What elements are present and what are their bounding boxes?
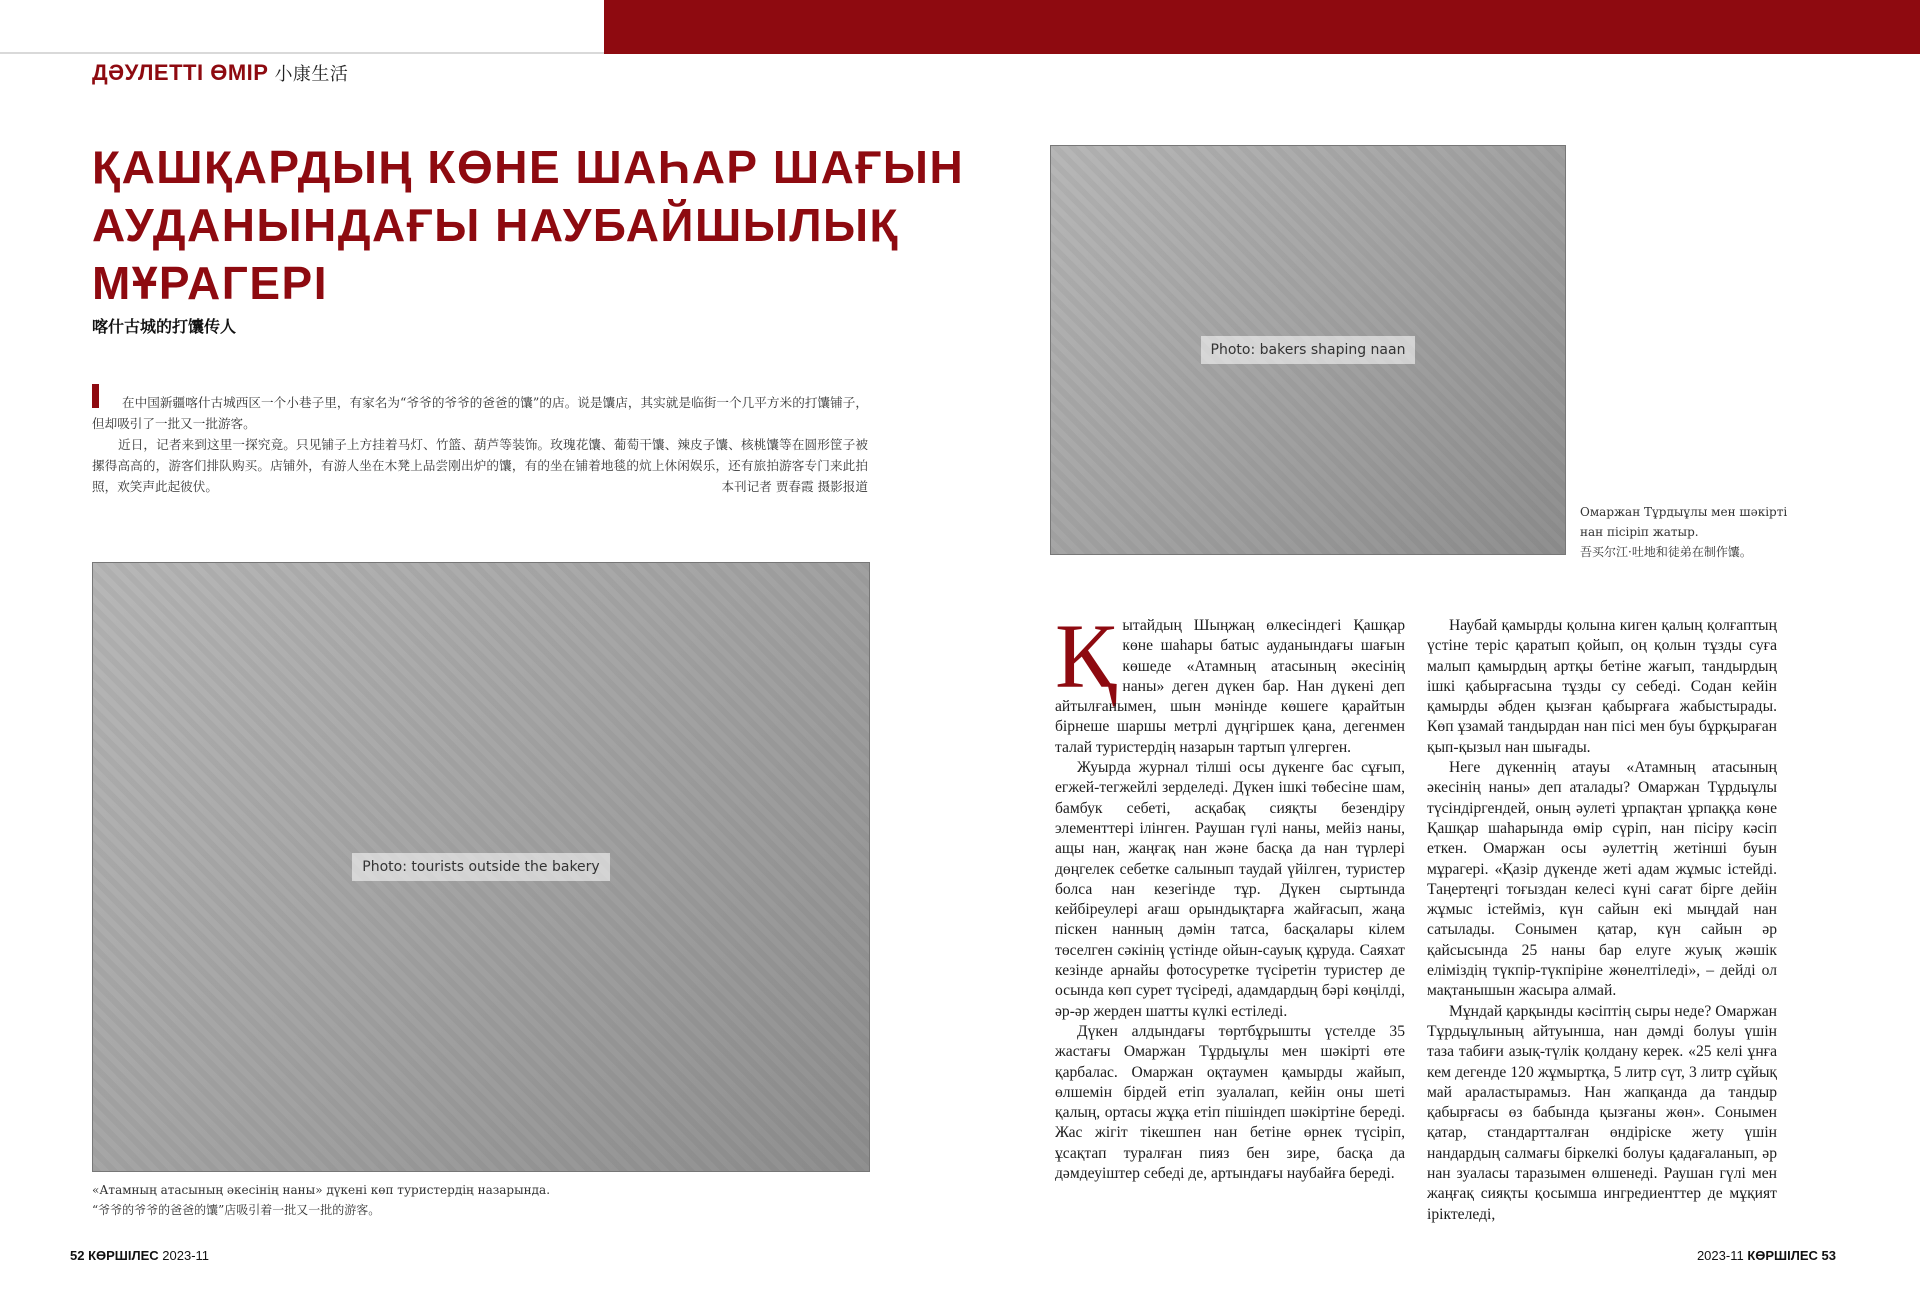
footer-left [70, 1248, 209, 1263]
footer-left-page: 52 [70, 1248, 85, 1263]
photo-bakers-placeholder: Photo: bakers shaping naan [1201, 336, 1416, 364]
caption-tourists [92, 1180, 868, 1220]
title-line-3: МҰРАГЕРІ [92, 257, 328, 309]
body-c1-p1 [1055, 605, 1405, 758]
header-color-bar [604, 0, 1920, 54]
caption-bakers-kk-2: нан пісіріп жатыр. [1580, 525, 1699, 539]
photo-bakers [1050, 145, 1566, 555]
footer-right-issue: 2023-11 [1696, 1248, 1744, 1263]
caption-bakers [1580, 502, 1820, 562]
caption-tourists-kk: «Атамның атасының әкесінің наны» дүкені көп туристердің назарында. [92, 1183, 551, 1197]
body-c1-p1-text: ытайдың Шыңжаң өлкесіндегі Қашқар көне шаһары батыс ауданындағы шағын көшеде «Атамның атасының әкесінің наны» деген дүкен бар. Нан дүкені деп айтылғанымен, шын мәнінде көшеге қарайтын бірнеше шаршы метрлі дүңгіршек қана, дегенмен талай туристердің назарын тартып үлгерген. [1055, 617, 1405, 756]
title-line-1: ҚАШҚАРДЫҢ КӨНЕ ШАҺАР ШАҒЫН [92, 141, 965, 193]
body-c1-p2: Жуырда журнал тілші осы дүкенге бас сұғып, егжей-тегжейлі зерделеді. Дүкен ішкі төбесіне шам, бамбук себеті, асқабақ сияқты безендіру элементтері ілінген. Раушан гүлі наны, мейіз наны, ащы нан, жаңғақ нан және басқа да нан түрлері дөңгелек себетке салынып таудай үйілген, туристер болса нан кезегінде тұр. Дүкен сыртында кейбіреулері ағаш орындықтарға жайғасып, жаңа піскен нанның дәмін татса, басқалары кілем төселген сәкінің үстінде ойын-сауық құруда. Саяхат кезінде арнайы фотосуретке түсіретін туристер де осында көп сурет түсіреді, адамдардың бәрі көңілді, әр-әр жерден шатты күлкі естіледі. [1055, 759, 1405, 1020]
caption-tourists-zh: “爷爷的爷爷的爸爸的馕”店吸引着一批又一批的游客。 [92, 1203, 381, 1217]
title-line-2: АУДАНЫНДАҒЫ НАУБАЙШЫЛЫҚ [92, 199, 900, 251]
article-subtitle: 喀什古城的打馕传人 [92, 317, 237, 336]
body-column-2 [1427, 616, 1777, 1225]
header-rule [0, 52, 604, 54]
body-c1-p3: Дүкен алдындағы төртбұрышты үстелде 35 жастағы Омаржан Тұрдыұлы мен шәкірті өте қарбалас. Омаржан оқтаумен қамырды жайып, өлшемін бірдей етіп зуалалап, кейін оны шеті қалың, ортасы жұқа етіп пішіндеп шәкіртіне береді. Жас жігіт тікешпен нан бетіне өрнек түсіріп, ұсақтап туралған пияз бен зире, басқа да дәмдеуіштер себеді де, артындағы наубайға береді. [1055, 1022, 1405, 1183]
section-label-kk: ДӘУЛЕТТІ ӨМІР [92, 60, 269, 85]
footer-left-issue: 2023-11 [162, 1248, 210, 1263]
lead-byline: 本刊记者 贾春霞 摄影报道 [721, 479, 868, 494]
caption-bakers-zh: 吾买尔江·吐地和徒弟在制作馕。 [1580, 545, 1752, 559]
footer-left-magazine: КӨРШІЛЕС [88, 1248, 159, 1263]
photo-tourists-placeholder: Photo: tourists outside the bakery [352, 853, 609, 881]
article-title [92, 138, 965, 312]
body-column-1 [1055, 605, 1405, 1184]
body-c2-p2: Неге дүкеннің атауы «Атамның атасының әкесінің наны» деп аталады? Омаржан Тұрдыұлы түсіндіргендей, оның әулеті ұрпақтан ұрпаққа көне Қашқар шаһарында өмір сүріп, нан пісіру кәсіп еткен. Омаржан осы әулеттің жетінші буын мұрагері. «Қазір дүкенде жеті адам жұмыс істейді. Таңертеңгі тоғыздан келесі күні сағат бірге дейін жұмыс істейміз, күн сайын екі мыңдай нан сатылады. Сонымен қатар, күн сайын әр қайсысында 25 наны бар елуге жуық жәшік еліміздің түкпір-түкпіріне жөнелтіледі», – дейді ол мақтанышын жасыра алмай. [1427, 759, 1777, 1000]
caption-bakers-kk-1: Омаржан Тұрдыұлы мен шәкірті [1580, 505, 1788, 519]
section-label [92, 60, 348, 86]
lead-p2: 近日，记者来到这里一探究竟。只见铺子上方挂着马灯、竹篮、葫芦等装饰。玫瑰花馕、葡萄干馕、辣皮子馕、核桃馕等在圆形筐子被摞得高高的，游客们排队购买。店铺外，有游人坐在木凳上品尝刚出炉的馕，有的坐在铺着地毯的炕上休闲娱乐，还有旅拍游客专门来此拍照，欢笑声此起彼伏。 [92, 437, 868, 494]
photo-tourists [92, 562, 870, 1172]
drop-cap: Қ [1055, 605, 1117, 707]
body-c2-p3: Мұндай қарқынды кәсіптің сыры неде? Омаржан Тұрдыұлының айтуынша, нан дәмді болуы үшін таза табиғи азық-түлік қолдану керек. «25 келі ұнға кем дегенде 120 жұмыртқа, 5 литр сүт, 3 литр сұйық май араластырамыз. Нан жапқанда да тандыр қабырғасы өз бабында қызғаны жөн». Сонымен қатар, стандартталған өндіріске жету үшін нандардың салмағы біркелкі болуы қадағаланып, әр нан зуаласы таразымен өлшенеді. Раушан гүлі мен жаңғақ сияқты қосымша ингредиенттер де мұқият іріктеледі, [1427, 1002, 1777, 1223]
lead-p1: 在中国新疆喀什古城西区一个小巷子里，有家名为“爷爷的爷爷的爸爸的馕”的店。说是馕店，其实就是临街一个几平方米的打馕铺子，但却吸引了一批又一批游客。 [92, 395, 868, 431]
footer-right-magazine: КӨРШІЛЕС [1747, 1248, 1818, 1263]
section-label-zh: 小康生活 [274, 64, 349, 84]
lead-paragraph [92, 392, 868, 497]
footer-right-page: 53 [1821, 1248, 1836, 1263]
footer-right [1697, 1248, 1836, 1263]
body-c2-p1: Наубай қамырды қолына киген қалың қолғаптың үстіне теріс қаратып қойып, оң қолын тұзды суға малып қамырдың артқы бетіне жағып, тандырдың ішкі қабырғасына тұзды су себеді. Содан кейін қамырды әбден қызған қабырғаға жабыстырады. Көп ұзамай тандырдан нан пісі мен буы бұрқыраған қып-қызыл нан шығады. [1427, 617, 1777, 756]
